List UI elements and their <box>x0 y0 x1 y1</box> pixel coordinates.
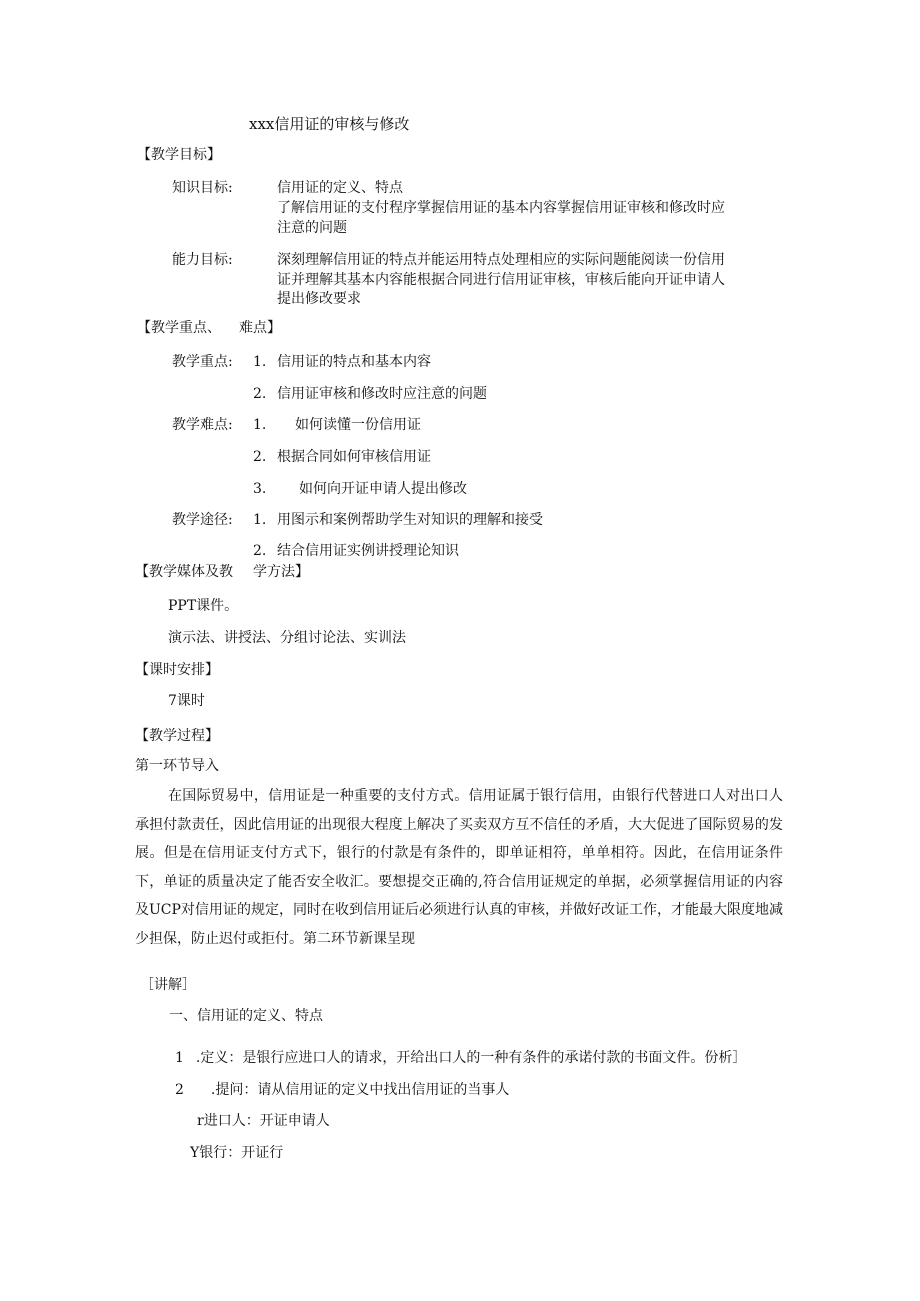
section-heading-hours: 【课时安排】 <box>135 662 219 678</box>
media-line: 演示法、讲授法、分组讨论法、实训法 <box>168 630 406 646</box>
key-points-label: 教学重点: <box>172 354 233 370</box>
party-line: Y银行：开证行 <box>190 1145 284 1161</box>
section-heading-media <box>135 563 309 581</box>
section-heading-key-points <box>137 319 281 337</box>
list-number: 1. <box>253 512 267 528</box>
ability-goal-label: 能力目标: <box>172 252 233 268</box>
approach-label: 教学途径: <box>172 512 233 528</box>
heading-part: 学方法】 <box>253 564 309 580</box>
analysis-tag: 份析］ <box>704 1050 747 1066</box>
list-number: 2. <box>253 543 267 559</box>
intro-paragraph <box>135 782 783 953</box>
list-item: 如何向开证申请人提出修改 <box>299 481 467 497</box>
list-item: 根据合同如何审核信用证 <box>277 449 431 465</box>
media-line: PPT课件。 <box>168 598 239 614</box>
point-title: 一、信用证的定义、特点 <box>169 1008 323 1024</box>
heading-part: 【教学重点、 <box>137 320 221 336</box>
list-item: 信用证的特点和基本内容 <box>277 354 431 370</box>
list-number: 1 <box>175 1050 184 1066</box>
step-title: 第二环节新课呈现 <box>303 930 415 947</box>
list-number: 2. <box>253 386 267 402</box>
list-item: 用图示和案例帮助学生对知识的理解和接受 <box>277 512 543 528</box>
knowledge-goal-line: 注意的问题 <box>277 220 347 236</box>
list-item: 信用证审核和修改时应注意的问题 <box>277 386 487 402</box>
party-line: r进口人：开证申请人 <box>197 1113 330 1129</box>
list-item: 如何读懂一份信用证 <box>295 417 421 433</box>
ability-goal-line: 提出修改要求 <box>277 291 361 307</box>
knowledge-goal-line: 了解信用证的支付程序掌握信用证的基本内容掌握信用证审核和修改时应 <box>277 200 725 216</box>
list-number: 1. <box>253 417 267 433</box>
lecture-tag: ［讲解］ <box>140 977 196 993</box>
ability-goal-line: 深刻理解信用证的特点并能运用特点处理相应的实际问题能阅读一份信用 <box>277 252 725 268</box>
difficult-points-label: 教学难点: <box>172 417 233 433</box>
definition-line <box>175 1049 746 1067</box>
list-item: 结合信用证实例讲授理论知识 <box>277 543 459 559</box>
heading-part: 难点】 <box>239 320 281 336</box>
heading-part: 【教学媒体及教 <box>135 564 233 580</box>
knowledge-goal-line: 信用证的定义、特点 <box>277 180 403 196</box>
question-text: .提问：请从信用证的定义中找出信用证的当事人 <box>210 1082 510 1098</box>
intro-text: 在国际贸易中，信用证是一种重要的支付方式。信用证属于银行信用，由银行代替进口人对出口人承担付款责任，因此信用证的出现很大程度上解决了买卖双方互不信任的矛盾，大大促进了国际贸易的发展。但是在信用证支付方式下，银行的付款是有条件的，即单证相符，单单相符。因此，在信用证条件下，单证的质量决定了能否安全收汇。要想提交正确的,符合信用证规定的单据，必须掌握信用证的内容及UCP对信用证的规定，同时在收到信用证后必须进行认真的审核，并做好改证工作，才能最大限度地减少担保，防止迟付或拒付。 <box>135 788 783 947</box>
definition-text: .定义：是银行应进口人的请求，开给出口人的一种有条件的承诺付款的书面文件。 <box>195 1050 705 1066</box>
section-heading-process: 【教学过程】 <box>135 728 219 744</box>
ability-goal-line: 证并理解其基本内容能根据合同进行信用证审核，审核后能向开证申请人 <box>277 272 725 288</box>
list-number: 2 <box>175 1082 184 1098</box>
section-heading-goals: 【教学目标】 <box>137 147 221 163</box>
step-title: 第一环节导入 <box>135 758 219 774</box>
list-number: 2. <box>253 449 267 465</box>
hours-value: 7课时 <box>168 693 205 709</box>
page-title: xxx信用证的审核与修改 <box>249 115 410 133</box>
knowledge-goal-label: 知识目标: <box>172 180 233 196</box>
list-number: 3. <box>253 481 267 497</box>
list-number: 1. <box>253 354 267 370</box>
question-line <box>175 1081 509 1099</box>
